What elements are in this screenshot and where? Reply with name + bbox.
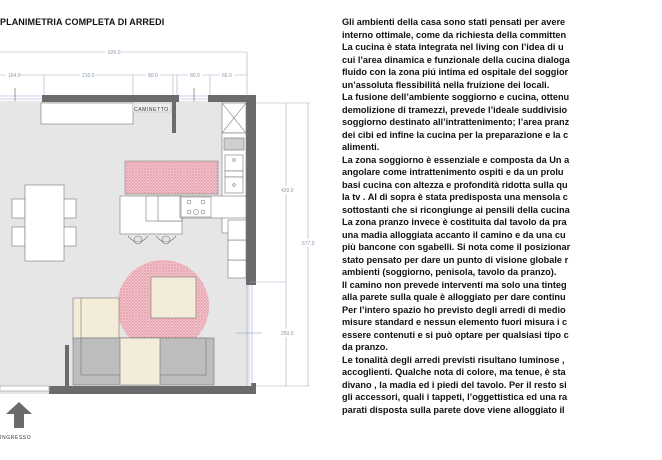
description-line: angolare come intrattenimento ospiti e da un prolu (342, 167, 564, 177)
dim-segment-3: 80.0 (148, 73, 158, 79)
description-line: La fusione dell’ambiente soggiorno e cucina, ottenu (342, 92, 570, 102)
dim-overall-width: 626.0 (108, 50, 121, 56)
floor-plan (0, 0, 315, 460)
dim-right-total: 677.0 (302, 241, 315, 247)
description-line: un’assoluta flessibilitá nella fruizione dei locali. (342, 79, 550, 90)
tall-cabinet (222, 103, 246, 133)
description-line: soggiorno destinato all’intrattenimento; l’area pranz (342, 117, 570, 127)
description-line: Le tonalità degli arredi previsti risultano luminose , (342, 354, 565, 365)
description-line: gli accessori, quali i tappeti, l’oggettistica ed una ra (342, 392, 568, 402)
description-line: basi cucina con altezza e profondità ridotta sulla qu (342, 179, 568, 190)
description-line: alla parete sulla quale è alloggiato per dare continu (342, 292, 566, 302)
description-line: più bancone con sgabelli. Si nota come il posizionar (342, 242, 571, 252)
dim-segment-5: 66.0 (222, 73, 232, 79)
description-line: la tv . Al di sopra è stata predisposta una mensola c (342, 192, 568, 202)
description-line: una madia alloggiata accanto il camino e da una cu (342, 229, 566, 240)
armchair (151, 277, 196, 318)
fireplace-label: CAMINETTO (134, 107, 169, 113)
description-line: parati disposta sulla parete dove viene alloggiato il (342, 404, 565, 415)
description-line: dei cibi ed infine la cucina per la preparazione e la c (342, 129, 569, 140)
dim-right-upper: 420.0 (281, 188, 294, 194)
description-line: accoglienti. Qualche nota di colore, ma tenue, è sta (342, 367, 566, 377)
description-line: demolizione di tramezzi, prevede l’ideale suddivisio (342, 104, 568, 115)
description-line: da pranzo. (342, 342, 388, 352)
dim-right-lower: 250.0 (281, 331, 294, 337)
plan-title: PLANIMETRIA COMPLETA DI ARREDI (0, 17, 165, 27)
cooktop-icon (181, 197, 211, 217)
description-line: Per l’intero spazio ho previsto degli arredi di medio (342, 304, 566, 315)
description-line: essere contenuti e si può optare per qualsiasi tipo c (342, 329, 569, 340)
description-line: ambienti (soggiorno, penisola, tavolo da pranzo). (342, 267, 557, 277)
description-line: La zona soggiorno è essenziale e composta da Un a (342, 154, 570, 165)
description-line: interno ottimale, come da richiesta della committen (342, 29, 567, 40)
project-description (342, 16, 662, 416)
description-line: La zona pranzo invece è costituita dal tavolo da pra (342, 217, 567, 227)
entrance-label: INGRESSO (0, 435, 32, 441)
description-line: sottostanti che si ricongiunge ai pensili della cucina (342, 204, 570, 215)
dim-segment-1: 164.0 (8, 73, 21, 79)
dim-segment-2: 210.0 (82, 73, 95, 79)
peninsula-top (125, 161, 218, 194)
description-line: misure standard e nessun elemento fuori misura i c (342, 317, 568, 327)
entrance-arrow-icon (6, 402, 32, 428)
sink-icon (224, 138, 244, 193)
sideboard (41, 103, 133, 124)
description-line: fluido con la zona piú intima ed ospitale del soggior (342, 67, 569, 77)
description-line: Il camino non prevede interventi ma solo una tinteg (342, 279, 567, 290)
description-line: stato pensato per dare un punto di visione globale r (342, 254, 569, 265)
description-line: Gli ambienti della casa sono stati pensati per avere (342, 17, 566, 27)
description-line: La cucina è stata integrata nel living con l’idea di u (342, 42, 564, 52)
description-line: alimenti. (342, 142, 380, 152)
description-line: cui l’area dinamica e funzionale della cucina dialoga (342, 54, 570, 65)
dim-segment-4: 80.0 (190, 73, 200, 79)
description-line: divano , la madia ed i piedi del tavolo. Per il resto si (342, 379, 567, 390)
